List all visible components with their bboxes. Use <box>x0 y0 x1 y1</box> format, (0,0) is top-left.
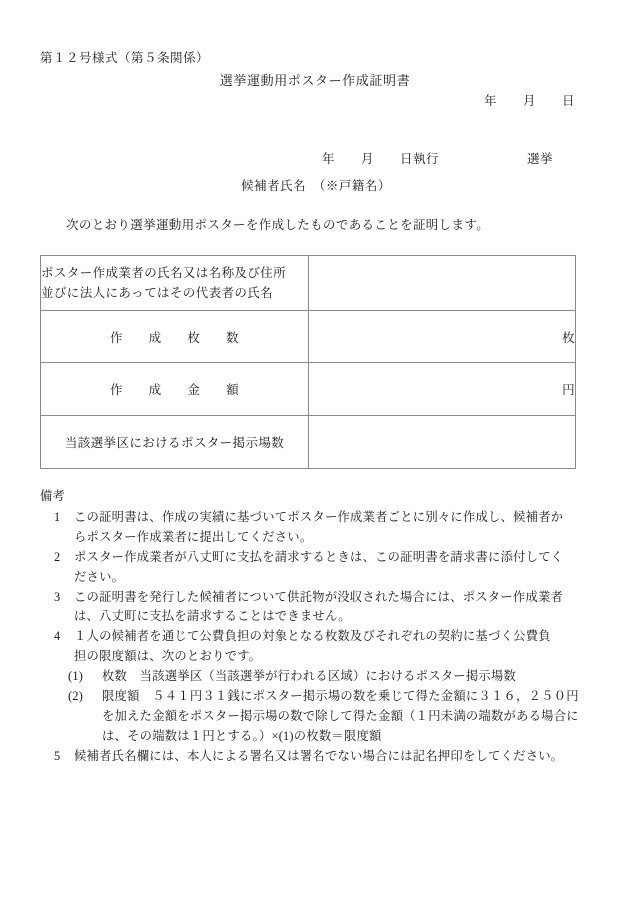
note-number: 2 <box>54 549 61 564</box>
row-label-contractor-name <box>41 256 309 311</box>
sub-note-number: (1) <box>68 669 84 684</box>
remark-note-3 <box>40 588 600 608</box>
remark-note-5 <box>40 747 600 767</box>
remarks-heading: 備考 <box>40 489 66 503</box>
page-title: 選挙運動用ポスター作成証明書 <box>219 73 411 88</box>
remark-note-4-sub-2-cont-2: は、その端数は１円とする。）×(1)の枚数＝限度額 <box>102 728 382 743</box>
election-name-field[interactable]: 選挙 <box>527 152 554 166</box>
note-number: 1 <box>54 509 61 524</box>
certification-statement: 次のとおり選挙運動用ポスターを作成したものであることを証明します。 <box>66 218 490 232</box>
remark-note-4 <box>40 627 600 647</box>
remark-note-3-cont: は、八丈町に支払を請求することはできません。 <box>74 609 351 624</box>
row-label-poster-board-count: 当該選挙区におけるポスター掲示場数 <box>41 416 309 469</box>
contractor-label-line-1: ポスター作成業者の氏名又は名称及び住所 <box>41 265 287 280</box>
note-text: この証明書を発行した候補者について供託物が没収された場合には、ポスター作成業者 <box>74 589 564 604</box>
remark-note-4-sub-2 <box>40 687 600 707</box>
sub-note-text: 限度額 ５４１円３１銭にポスター掲示場の数を乗じて得た金額に３１６，２５０円 <box>102 689 579 704</box>
table-row <box>41 256 576 311</box>
remarks-section <box>40 487 600 767</box>
row-value-contractor-name[interactable] <box>309 256 576 311</box>
form-number: 第１２号様式（第５条関係） <box>40 51 210 65</box>
table-row <box>41 363 576 416</box>
remark-note-4-sub-1 <box>40 667 600 687</box>
note-text: １人の候補者を通じて公費負担の対象となる枚数及びそれぞれの契約に基づく公費負 <box>74 629 551 644</box>
row-value-amount[interactable]: 円 <box>309 363 576 416</box>
remark-note-1 <box>40 508 600 528</box>
contractor-label-line-2: 並びに法人にあってはその代表者の氏名 <box>41 286 274 300</box>
row-label-amount: 作 成 金 額 <box>41 363 309 416</box>
issue-date-field[interactable]: 年 月 日 <box>483 94 575 108</box>
remark-note-2 <box>40 548 600 568</box>
remark-note-2-cont: ださい。 <box>74 569 125 584</box>
sub-note-text: 枚数 当該選挙区（当該選挙が行われる区域）におけるポスター掲示場数 <box>102 669 517 684</box>
note-text: 候補者氏名欄には、本人による署名又は署名でない場合には記名押印をしてください。 <box>74 748 564 763</box>
note-text: ポスター作成業者が八丈町に支払を請求するときは、この証明書を請求書に添付してく <box>74 549 564 564</box>
note-number: 4 <box>54 629 61 644</box>
note-text: この証明書は、作成の実績に基づいてポスター作成業者ごとに別々に作成し、候補者か <box>74 509 564 524</box>
note-number: 5 <box>54 748 61 763</box>
election-date-field[interactable]: 年 月 日執行 <box>322 152 440 166</box>
table-row <box>41 416 576 469</box>
row-value-poster-board-count[interactable] <box>309 416 576 469</box>
remark-note-1-cont: らポスター作成業者に提出してください。 <box>74 529 313 544</box>
table-row <box>41 311 576 363</box>
row-value-quantity[interactable]: 枚 <box>309 311 576 363</box>
remark-note-4-cont: 担の限度額は、次のとおりです。 <box>74 649 262 664</box>
note-number: 3 <box>54 589 61 604</box>
poster-certificate-table <box>40 255 576 469</box>
remark-note-4-sub-2-cont-1: を加えた金額をポスター掲示場の数で除して得た金額（１円未満の端数がある場合に <box>102 708 579 723</box>
sub-note-number: (2) <box>68 689 84 704</box>
row-label-quantity: 作 成 枚 数 <box>41 311 309 363</box>
candidate-name-field[interactable]: 候補者氏名 （※戸籍名） <box>241 179 391 193</box>
